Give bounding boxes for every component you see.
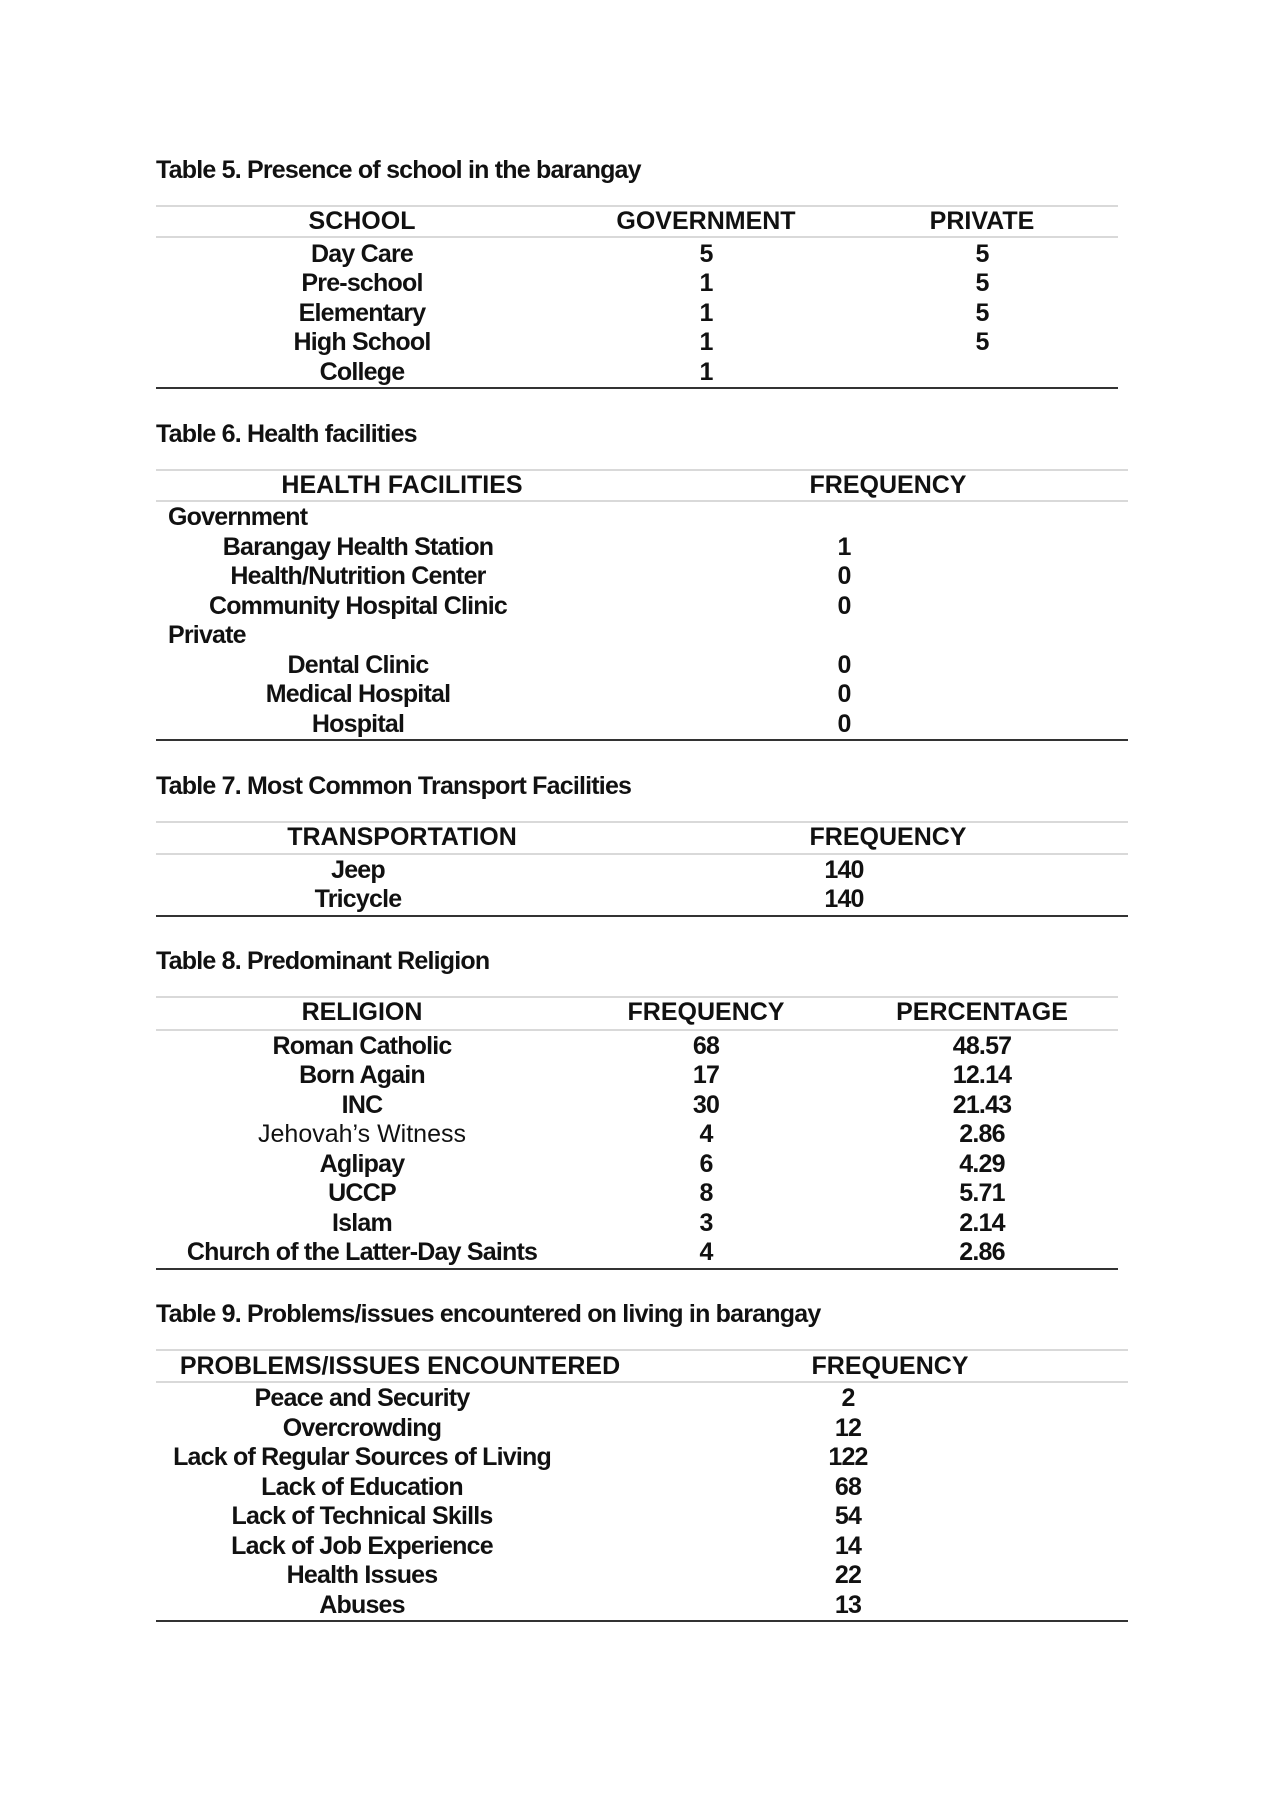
table6-group-private: Private [168,621,246,649]
table9-cell-problem: Overcrowding [282,1414,442,1442]
table5-cell-private: 5 [975,328,989,356]
table6-cell-facility: Hospital [311,710,405,738]
table6-cell-facility: Community Hospital Clinic [208,592,508,620]
table6-cell-frequency: 0 [837,562,851,590]
table6-title: Table 6. Health facilities [156,420,417,448]
table9-cell-frequency: 22 [834,1561,862,1589]
table8-cell-frequency: 8 [699,1179,713,1207]
table8-cell-percentage: 5.71 [959,1179,1005,1207]
table8-cell-percentage: 2.14 [959,1209,1005,1237]
table6-cell-frequency: 0 [837,680,851,708]
table6-header-frequency: FREQUENCY [809,471,967,499]
table9-cell-frequency: 13 [834,1591,862,1619]
table9-cell-frequency: 14 [834,1532,862,1560]
table8-header-religion: RELIGION [301,998,423,1026]
table5-cell-school: Elementary [298,299,426,327]
table6-cell-facility: Barangay Health Station [222,533,494,561]
table8-cell-religion: INC [341,1091,383,1119]
table8-cell-frequency: 4 [699,1120,713,1148]
table9-top-rule [156,1349,1128,1351]
table9-cell-frequency: 2 [841,1384,855,1412]
table8-cell-religion: Aglipay [319,1150,405,1178]
table8-cell-frequency: 68 [692,1032,720,1060]
table6-header-rule [156,500,1128,502]
table9-cell-frequency: 122 [828,1443,868,1471]
table5-header-government: GOVERNMENT [616,207,796,235]
table8-cell-religion: UCCP [328,1179,396,1207]
table5-cell-private: 5 [975,240,989,268]
table6-cell-facility: Health/Nutrition Center [230,562,486,590]
table9-cell-problem: Lack of Regular Sources of Living [173,1443,551,1471]
table7-cell-transportation: Jeep [331,856,385,884]
table9-cell-frequency: 54 [834,1502,862,1530]
table9-cell-frequency: 12 [834,1414,862,1442]
table9-cell-problem: Peace and Security [254,1384,470,1412]
table5-cell-school: College [319,358,405,386]
table8-cell-percentage: 4.29 [959,1150,1005,1178]
table5-header-school: SCHOOL [308,207,416,235]
table6-bottom-rule [156,739,1128,741]
table8-bottom-rule [156,1268,1118,1270]
table8-cell-percentage: 48.57 [952,1032,1012,1060]
table7-title: Table 7. Most Common Transport Facilities [156,772,632,800]
table5-cell-school: Pre-school [301,269,423,297]
table8-cell-percentage: 2.86 [959,1120,1005,1148]
table9-cell-problem: Health Issues [286,1561,438,1589]
table8-cell-percentage: 21.43 [952,1091,1012,1119]
table5-cell-school: Day Care [311,240,413,268]
table9-cell-problem: Lack of Education [261,1473,463,1501]
table9-title: Table 9. Problems/issues encountered on living in barangay [156,1300,821,1328]
table8-cell-frequency: 17 [692,1061,720,1089]
table8-header-frequency: FREQUENCY [627,998,785,1026]
table6-group-government: Government [168,503,308,531]
table5-cell-school: High School [293,328,431,356]
table9-header-rule [156,1381,1128,1383]
table6-cell-frequency: 0 [837,592,851,620]
table5-cell-government: 1 [699,299,713,327]
table5-cell-government: 1 [699,269,713,297]
table9-cell-frequency: 68 [834,1473,862,1501]
table5-cell-government: 1 [699,358,713,386]
table6-cell-facility: Dental Clinic [287,651,429,679]
table8-cell-percentage: 12.14 [952,1061,1012,1089]
table6-cell-frequency: 0 [837,710,851,738]
table5-header-private: PRIVATE [929,207,1035,235]
table9-cell-problem: Lack of Technical Skills [231,1502,493,1530]
table6-cell-frequency: 0 [837,651,851,679]
table9-bottom-rule [156,1620,1128,1622]
table8-cell-frequency: 4 [699,1238,713,1266]
table5-bottom-rule [156,387,1118,389]
table8-cell-frequency: 6 [699,1150,713,1178]
table9-cell-problem: Lack of Job Experience [231,1532,493,1560]
table7-header-rule [156,853,1128,855]
table8-title: Table 8. Predominant Religion [156,947,490,975]
table8-cell-frequency: 30 [692,1091,720,1119]
table8-cell-percentage: 2.86 [959,1238,1005,1266]
table7-bottom-rule [156,915,1128,917]
table9-header-problems: PROBLEMS/ISSUES ENCOUNTERED [179,1352,621,1380]
table5-cell-government: 1 [699,328,713,356]
table5-cell-private: 5 [975,269,989,297]
table8-header-percentage: PERCENTAGE [896,998,1068,1026]
table7-cell-transportation: Tricycle [314,885,402,913]
table9-header-frequency: FREQUENCY [811,1352,969,1380]
table7-cell-frequency: 140 [824,885,864,913]
table5-cell-government: 5 [699,240,713,268]
table6-header-facility: HEALTH FACILITIES [281,471,523,499]
table7-header-transportation: TRANSPORTATION [287,823,517,851]
table6-cell-frequency: 1 [837,533,851,561]
table8-cell-religion: Jehovah’s Witness [258,1120,466,1148]
table5-header-rule [156,236,1118,238]
table8-cell-religion: Roman Catholic [272,1032,452,1060]
table5-cell-private: 5 [975,299,989,327]
table6-cell-facility: Medical Hospital [265,680,451,708]
table5-title: Table 5. Presence of school in the barangay [156,156,641,184]
table8-cell-religion: Islam [332,1209,392,1237]
table9-cell-problem: Abuses [319,1591,405,1619]
table7-header-frequency: FREQUENCY [809,823,967,851]
table7-cell-frequency: 140 [824,856,864,884]
table8-cell-frequency: 3 [699,1209,713,1237]
table8-cell-religion: Church of the Latter-Day Saints [186,1238,538,1266]
table8-cell-religion: Born Again [299,1061,425,1089]
table8-header-rule [156,1029,1118,1031]
